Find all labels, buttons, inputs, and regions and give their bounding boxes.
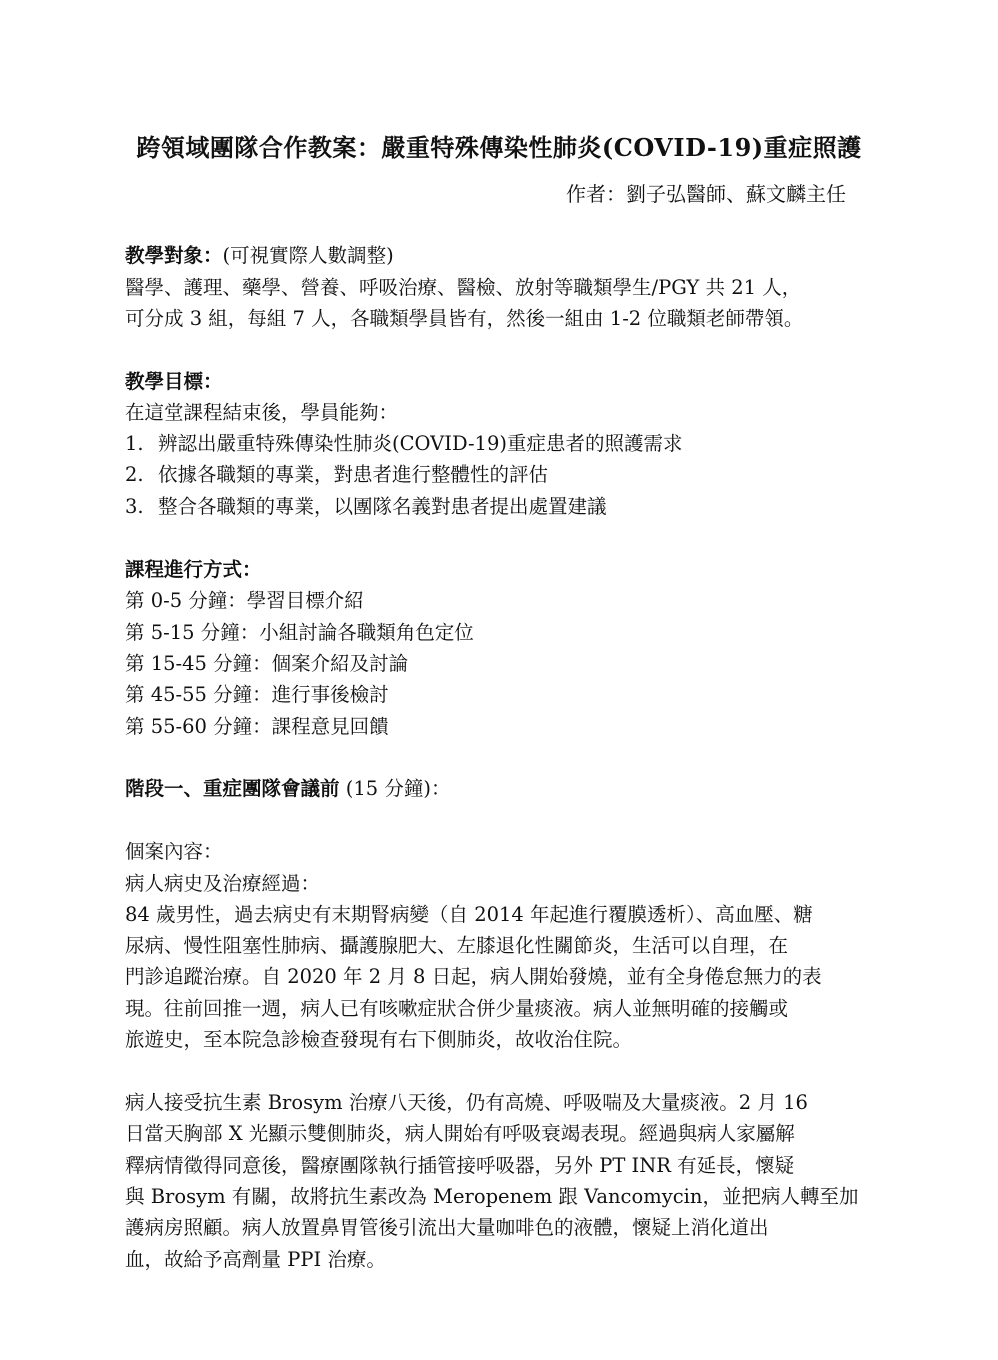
history-label: 病人病史及治療經過： bbox=[125, 872, 321, 895]
target-line-2: 可分成 3 組，每組 7 人，各職類學員皆有，然後一組由 1-2 位職類老師帶領。 bbox=[125, 307, 804, 330]
procedure-item: 第 55-60 分鐘：課程意見回饋 bbox=[125, 715, 389, 738]
procedure-item: 第 5-15 分鐘：小組討論各職類角色定位 bbox=[125, 621, 474, 644]
history-para1-line: 現。往前回推一週，病人已有咳嗽症狀合併少量痰液。病人並無明確的接觸或 bbox=[125, 997, 789, 1020]
stage1-duration: (15 分鐘)： bbox=[339, 777, 451, 800]
history-para1-line: 84 歲男性，過去病史有末期腎病變（自 2014 年起進行覆膜透析）、高血壓、糖 bbox=[125, 903, 813, 926]
stage1-heading: 階段一、重症團隊會議前 bbox=[125, 777, 340, 800]
objective-text: 辨認出嚴重特殊傳染性肺炎(COVID-19)重症患者的照護需求 bbox=[158, 432, 683, 455]
objective-item bbox=[125, 430, 682, 458]
objectives-heading: 教學目標： bbox=[125, 370, 223, 393]
procedure-item: 第 45-55 分鐘：進行事後檢討 bbox=[125, 683, 389, 706]
target-line-1: 醫學、護理、藥學、營養、呼吸治療、醫檢、放射等職類學生/PGY 共 21 人， bbox=[125, 276, 802, 299]
objective-item bbox=[125, 461, 548, 489]
target-heading: 教學對象： bbox=[125, 244, 223, 267]
objective-number: 1. bbox=[125, 432, 144, 455]
target-note: (可視實際人數調整) bbox=[222, 244, 394, 267]
history-para2-line: 護病房照顧。病人放置鼻胃管後引流出大量咖啡色的液體，懷疑上消化道出 bbox=[125, 1216, 769, 1239]
objectives-intro: 在這堂課程結束後，學員能夠： bbox=[125, 401, 399, 424]
objective-text: 整合各職類的專業，以團隊名義對患者提出處置建議 bbox=[158, 495, 607, 518]
history-para2-line: 與 Brosym 有關，故將抗生素改為 Meropenem 跟 Vancomycin，並把病人轉至加 bbox=[125, 1185, 859, 1208]
history-para2-line: 日當天胸部 X 光顯示雙側肺炎，病人開始有呼吸衰竭表現。經過與病人家屬解 bbox=[125, 1122, 795, 1145]
procedure-item: 第 0-5 分鐘：學習目標介紹 bbox=[125, 589, 364, 612]
document-title: 跨領域團隊合作教案：嚴重特殊傳染性肺炎(COVID-19)重症照護 bbox=[136, 133, 862, 162]
objective-text: 依據各職類的專業，對患者進行整體性的評估 bbox=[158, 463, 549, 486]
target-heading-line bbox=[125, 242, 394, 270]
objective-number: 3. bbox=[125, 495, 144, 518]
history-para1-line: 門診追蹤治療。自 2020 年 2 月 8 日起，病人開始發燒，並有全身倦怠無力的表 bbox=[125, 965, 822, 988]
case-label: 個案內容： bbox=[125, 840, 223, 863]
history-para1-line: 旅遊史，至本院急診檢查發現有右下側肺炎，故收治住院。 bbox=[125, 1028, 633, 1051]
procedure-item: 第 15-45 分鐘：個案介紹及討論 bbox=[125, 652, 409, 675]
history-para2-line: 病人接受抗生素 Brosym 治療八天後，仍有高燒、呼吸喘及大量痰液。2 月 16 bbox=[125, 1091, 808, 1114]
procedure-heading: 課程進行方式： bbox=[125, 558, 262, 581]
history-para1-line: 尿病、慢性阻塞性肺病、攝護腺肥大、左膝退化性關節炎，生活可以自理，在 bbox=[125, 934, 789, 957]
objective-number: 2. bbox=[125, 463, 144, 486]
history-para2-line: 血，故給予高劑量 PPI 治療。 bbox=[125, 1248, 386, 1271]
history-para2-line: 釋病情徵得同意後，醫療團隊執行插管接呼吸器，另外 PT INR 有延長，懷疑 bbox=[125, 1154, 795, 1177]
author-line: 作者：劉子弘醫師、蘇文麟主任 bbox=[566, 182, 846, 206]
stage1-heading-line bbox=[125, 775, 450, 803]
objective-item bbox=[125, 493, 607, 521]
